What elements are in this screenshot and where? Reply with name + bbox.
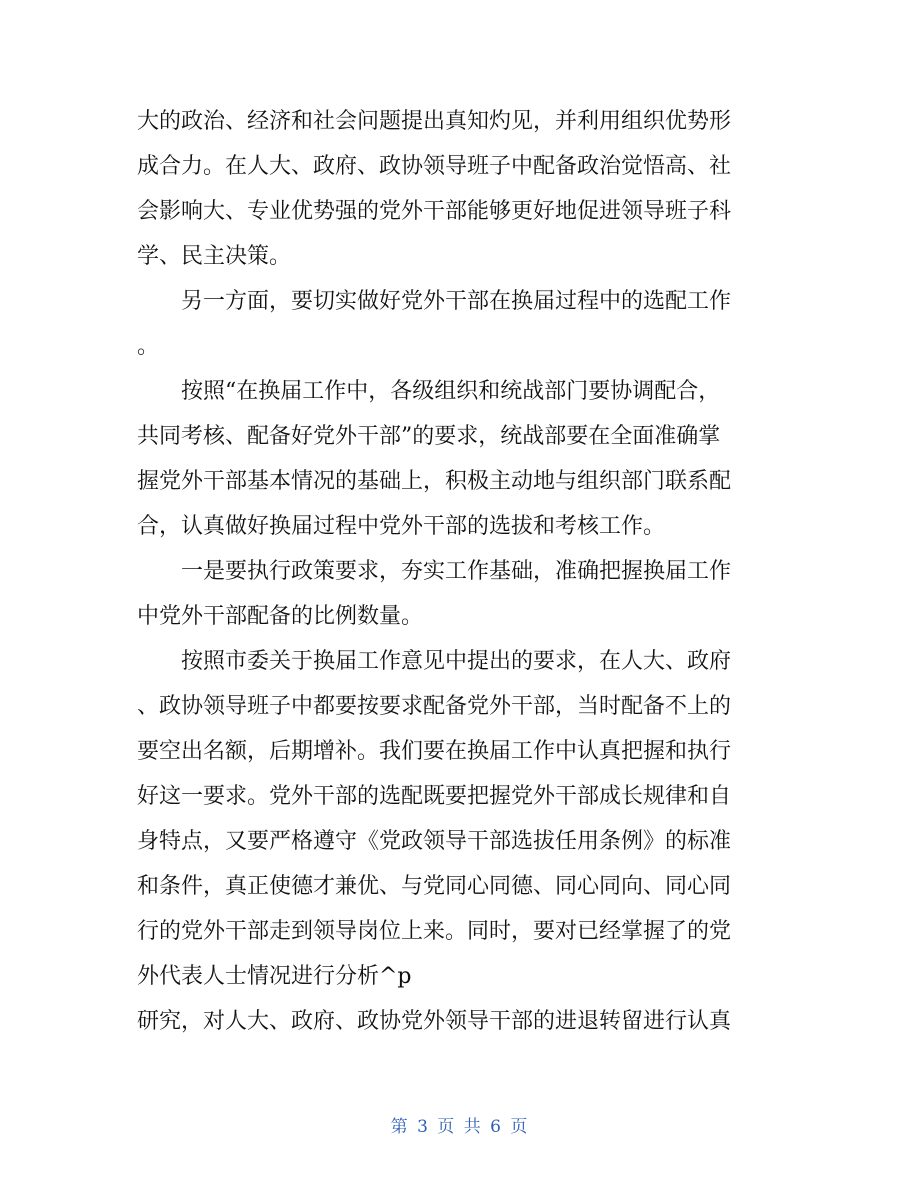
text-line: 另一方面，要切实做好党外干部在换届过程中的选配工作 [181,289,732,314]
text-line: 行的党外干部走到领导岗位上来。同时，要对已经掌握了的党 [137,919,732,944]
text-line: 按照市委关于换届工作意见中提出的要求，在人大、政府 [181,649,732,674]
text-line: 大的政治、经济和社会问题提出真知灼见，并利用组织优势形 [137,109,732,134]
text-line: 合，认真做好换届过程中党外干部的选拔和考核工作。 [137,514,666,539]
text-line: 学、民主决策。 [137,244,292,269]
text-line: 。 [137,334,160,359]
text-line: 会影响大、专业优势强的党外干部能够更好地促进领导班子科 [137,199,732,224]
text-line: 、政协领导班子中都要按要求配备党外干部，当时配备不上的 [137,694,732,719]
text-line: 按照“在换届工作中，各级组织和统战部门要协调配合， [181,379,721,404]
text-line: 身特点，又要严格遵守《党政领导干部选拔任用条例》的标准 [137,829,732,854]
text-line: 成合力。在人大、政府、政协领导班子中配备政治觉悟高、社 [137,154,732,179]
text-line: 一是要执行政策要求，夯实工作基础，准确把握换届工作 [181,559,732,584]
text-line: 研究，对人大、政府、政协党外领导干部的进退转留进行认真 [137,1009,732,1034]
text-line: 共同考核、配备好党外干部”的要求，统战部要在全面准确掌 [137,424,721,449]
page-footer: 第 3 页 共 6 页 [390,1117,530,1137]
text-line: 要空出名额，后期增补。我们要在换届工作中认真把握和执行 [137,739,732,764]
text-line: 好这一要求。党外干部的选配既要把握党外干部成长规律和自 [137,784,732,809]
text-line: 握党外干部基本情况的基础上，积极主动地与组织部门联系配 [137,469,732,494]
document-body [137,99,787,1044]
text-line: 中党外干部配备的比例数量。 [137,604,424,629]
text-line: 外代表人士情况进行分析^p [137,964,412,989]
text-line: 和条件，真正使德才兼优、与党同心同德、同心同向、同心同 [137,874,732,899]
